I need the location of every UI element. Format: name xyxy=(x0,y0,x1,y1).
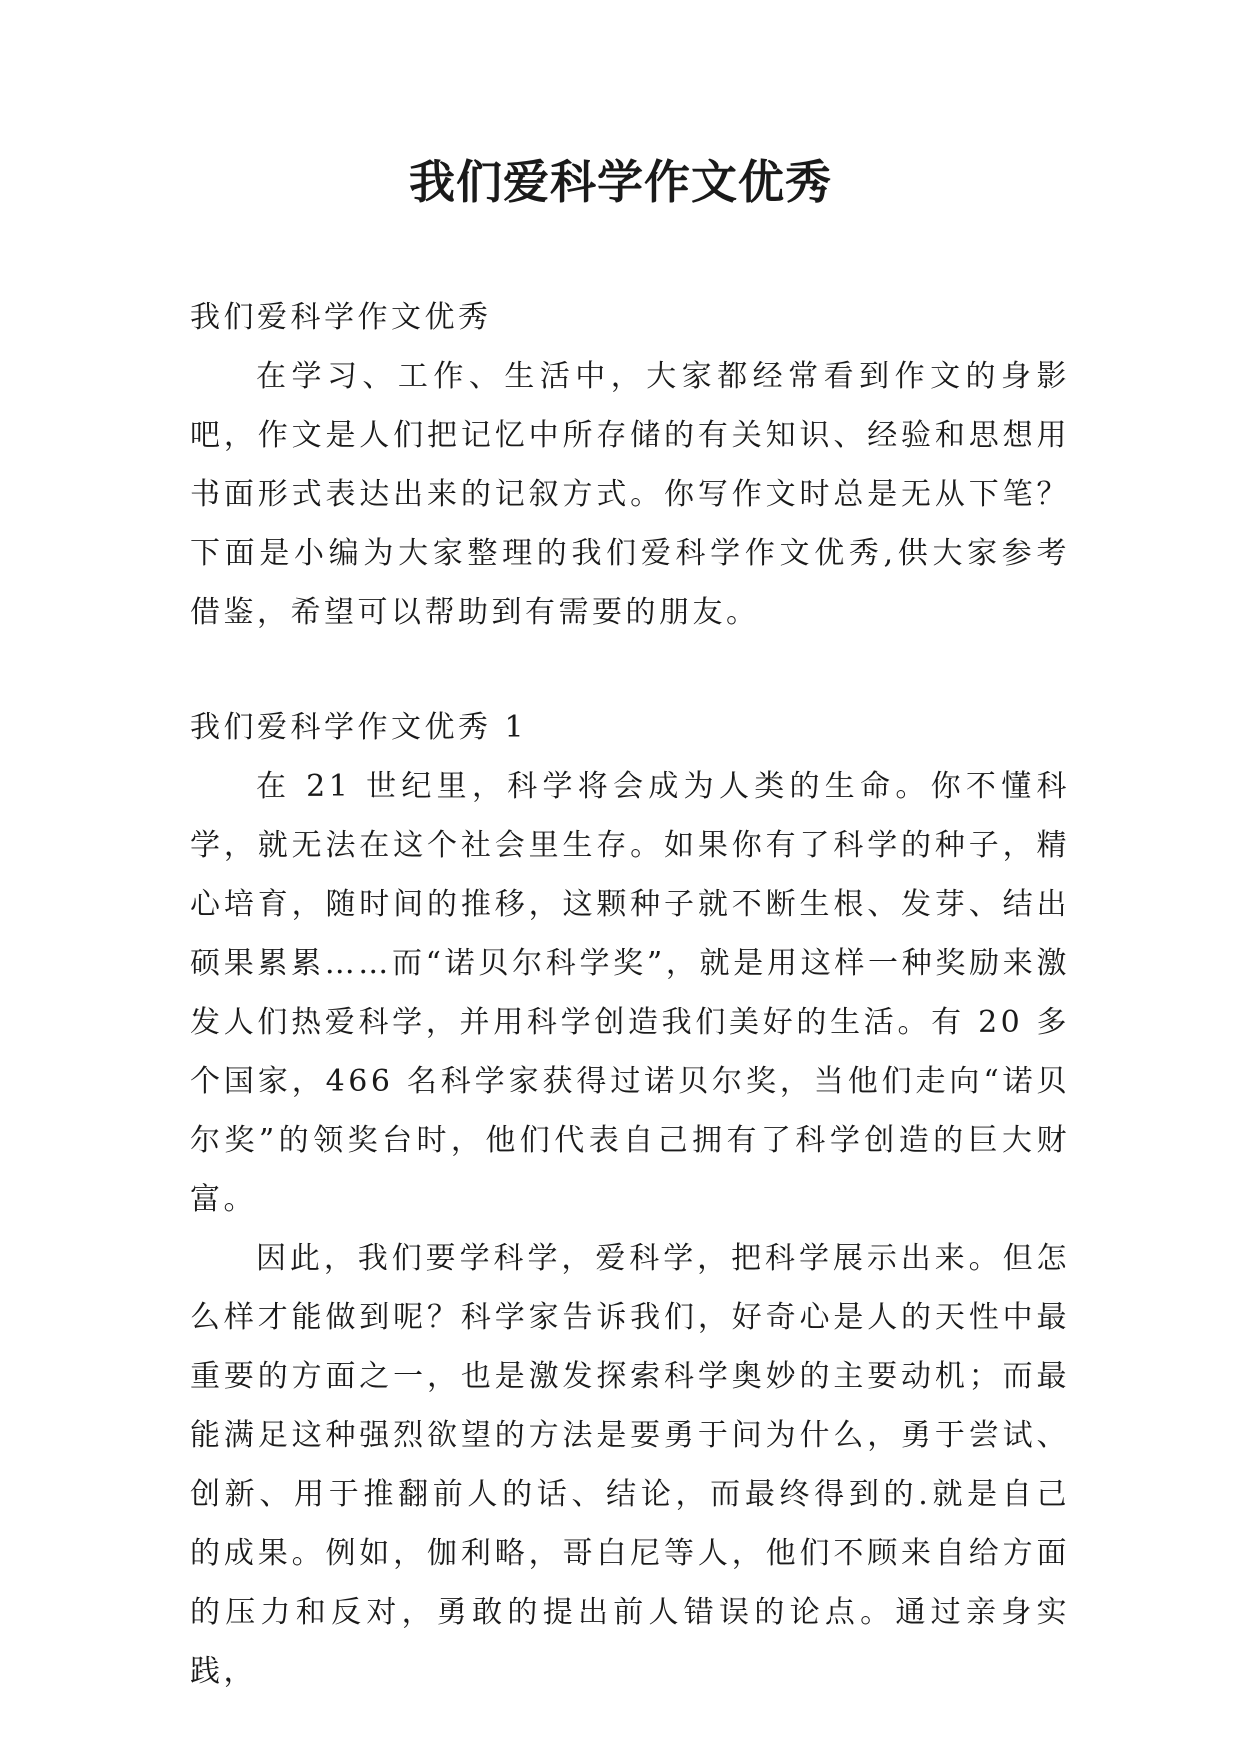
section1-paragraph-2: 因此，我们要学科学，爱科学，把科学展示出来。但怎么样才能做到呢？科学家告诉我们，好奇心是人的天性中最重要的方面之一，也是激发探索科学奥妙的主要动机；而最能满足这种强烈欲望的方法是要勇于问为什么，勇于尝试、创新、用于推翻前人的话、结论，而最终得到的.就是自己的成果。例如，伽利略，哥白尼等人，他们不顾来自给方面的压力和反对，勇敢的提出前人错误的论点。通过亲身实践， xyxy=(190,1241,1070,1689)
intro-heading: 我们爱科学作文优秀 xyxy=(190,300,492,335)
document-body xyxy=(190,288,1070,1701)
section-spacer xyxy=(190,642,1070,698)
section1-heading: 我们爱科学作文优秀 1 xyxy=(190,710,528,745)
intro-paragraph: 在学习、工作、生活中，大家都经常看到作文的身影吧，作文是人们把记忆中所存储的有关知识、经验和思想用书面形式表达出来的记叙方式。你写作文时总是无从下笔？下面是小编为大家整理的我们爱科学作文优秀,供大家参考借鉴，希望可以帮助到有需要的朋友。 xyxy=(190,359,1070,630)
section1-paragraph-1: 在 21 世纪里，科学将会成为人类的生命。你不懂科学，就无法在这个社会里生存。如果你有了科学的种子，精心培育，随时间的推移，这颗种子就不断生根、发芽、结出硕果累累……而“诺贝尔科学奖”，就是用这样一种奖励来激发人们热爱科学，并用科学创造我们美好的生活。有 20 多个国家，466 名科学家获得过诺贝尔奖，当他们走向“诺贝尔奖”的领奖台时，他们代表自己拥有了科学创造的巨大财富。 xyxy=(190,769,1070,1217)
document-title: 我们爱科学作文优秀 xyxy=(409,155,832,209)
